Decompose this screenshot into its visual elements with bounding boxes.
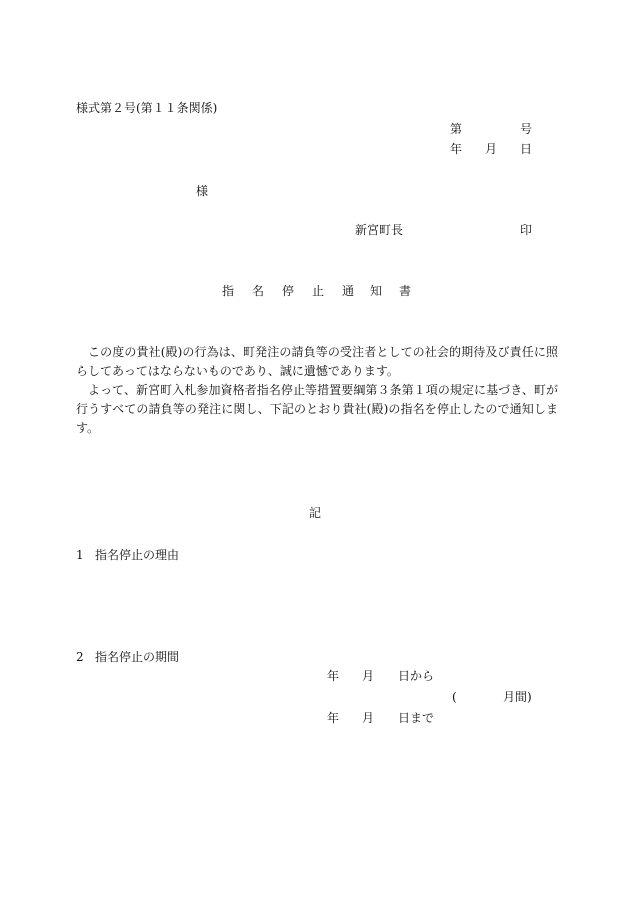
- issuer-seal: 印: [520, 223, 533, 237]
- date-year: 年: [450, 142, 463, 156]
- title-char: 書: [399, 284, 412, 298]
- addressee-honorific: 様: [196, 184, 209, 198]
- issuer-name: 新宮町長: [355, 223, 404, 237]
- body-paragraph-2: よって、新宮町入札参加資格者指名停止等措置要綱第３条第１項の規定に基づき、町が行うすべての請負等の発注に関し、下記のとおり貴社(殿)の指名を停止したので通知します。: [76, 383, 558, 435]
- title-char: 止: [312, 284, 325, 298]
- item-label: 指名停止の期間: [95, 650, 180, 664]
- period-to-month: 月: [362, 711, 375, 725]
- date-month: 月: [485, 142, 498, 156]
- period-duration-open: (: [452, 690, 457, 704]
- title-char: 指: [222, 284, 235, 298]
- item-number: 1: [76, 548, 84, 562]
- number-suffix: 号: [520, 122, 533, 136]
- period-from-month: 月: [362, 669, 375, 683]
- period-to-year: 年: [327, 711, 340, 725]
- item-number: 2: [76, 650, 84, 664]
- period-to-day: 日まで: [398, 711, 435, 725]
- title-char: 名: [252, 284, 265, 298]
- date-day: 日: [520, 142, 533, 156]
- title-char: 知: [370, 284, 383, 298]
- period-from-day: 日から: [398, 669, 435, 683]
- period-duration-months: 月間): [503, 690, 532, 704]
- number-prefix: 第: [450, 122, 463, 136]
- period-from-year: 年: [327, 669, 340, 683]
- title-char: 通: [342, 284, 355, 298]
- item-label: 指名停止の理由: [95, 548, 180, 562]
- title-char: 停: [282, 284, 295, 298]
- ki-heading: 記: [309, 506, 322, 520]
- body-paragraph-1: この度の貴社(殿)の行為は、町発注の請負等の受注者としての社会的期待及び責任に照らしてあってはならないものであり、誠に遺憾であります。: [76, 345, 558, 378]
- form-label: 様式第２号(第１１条関係): [76, 101, 218, 115]
